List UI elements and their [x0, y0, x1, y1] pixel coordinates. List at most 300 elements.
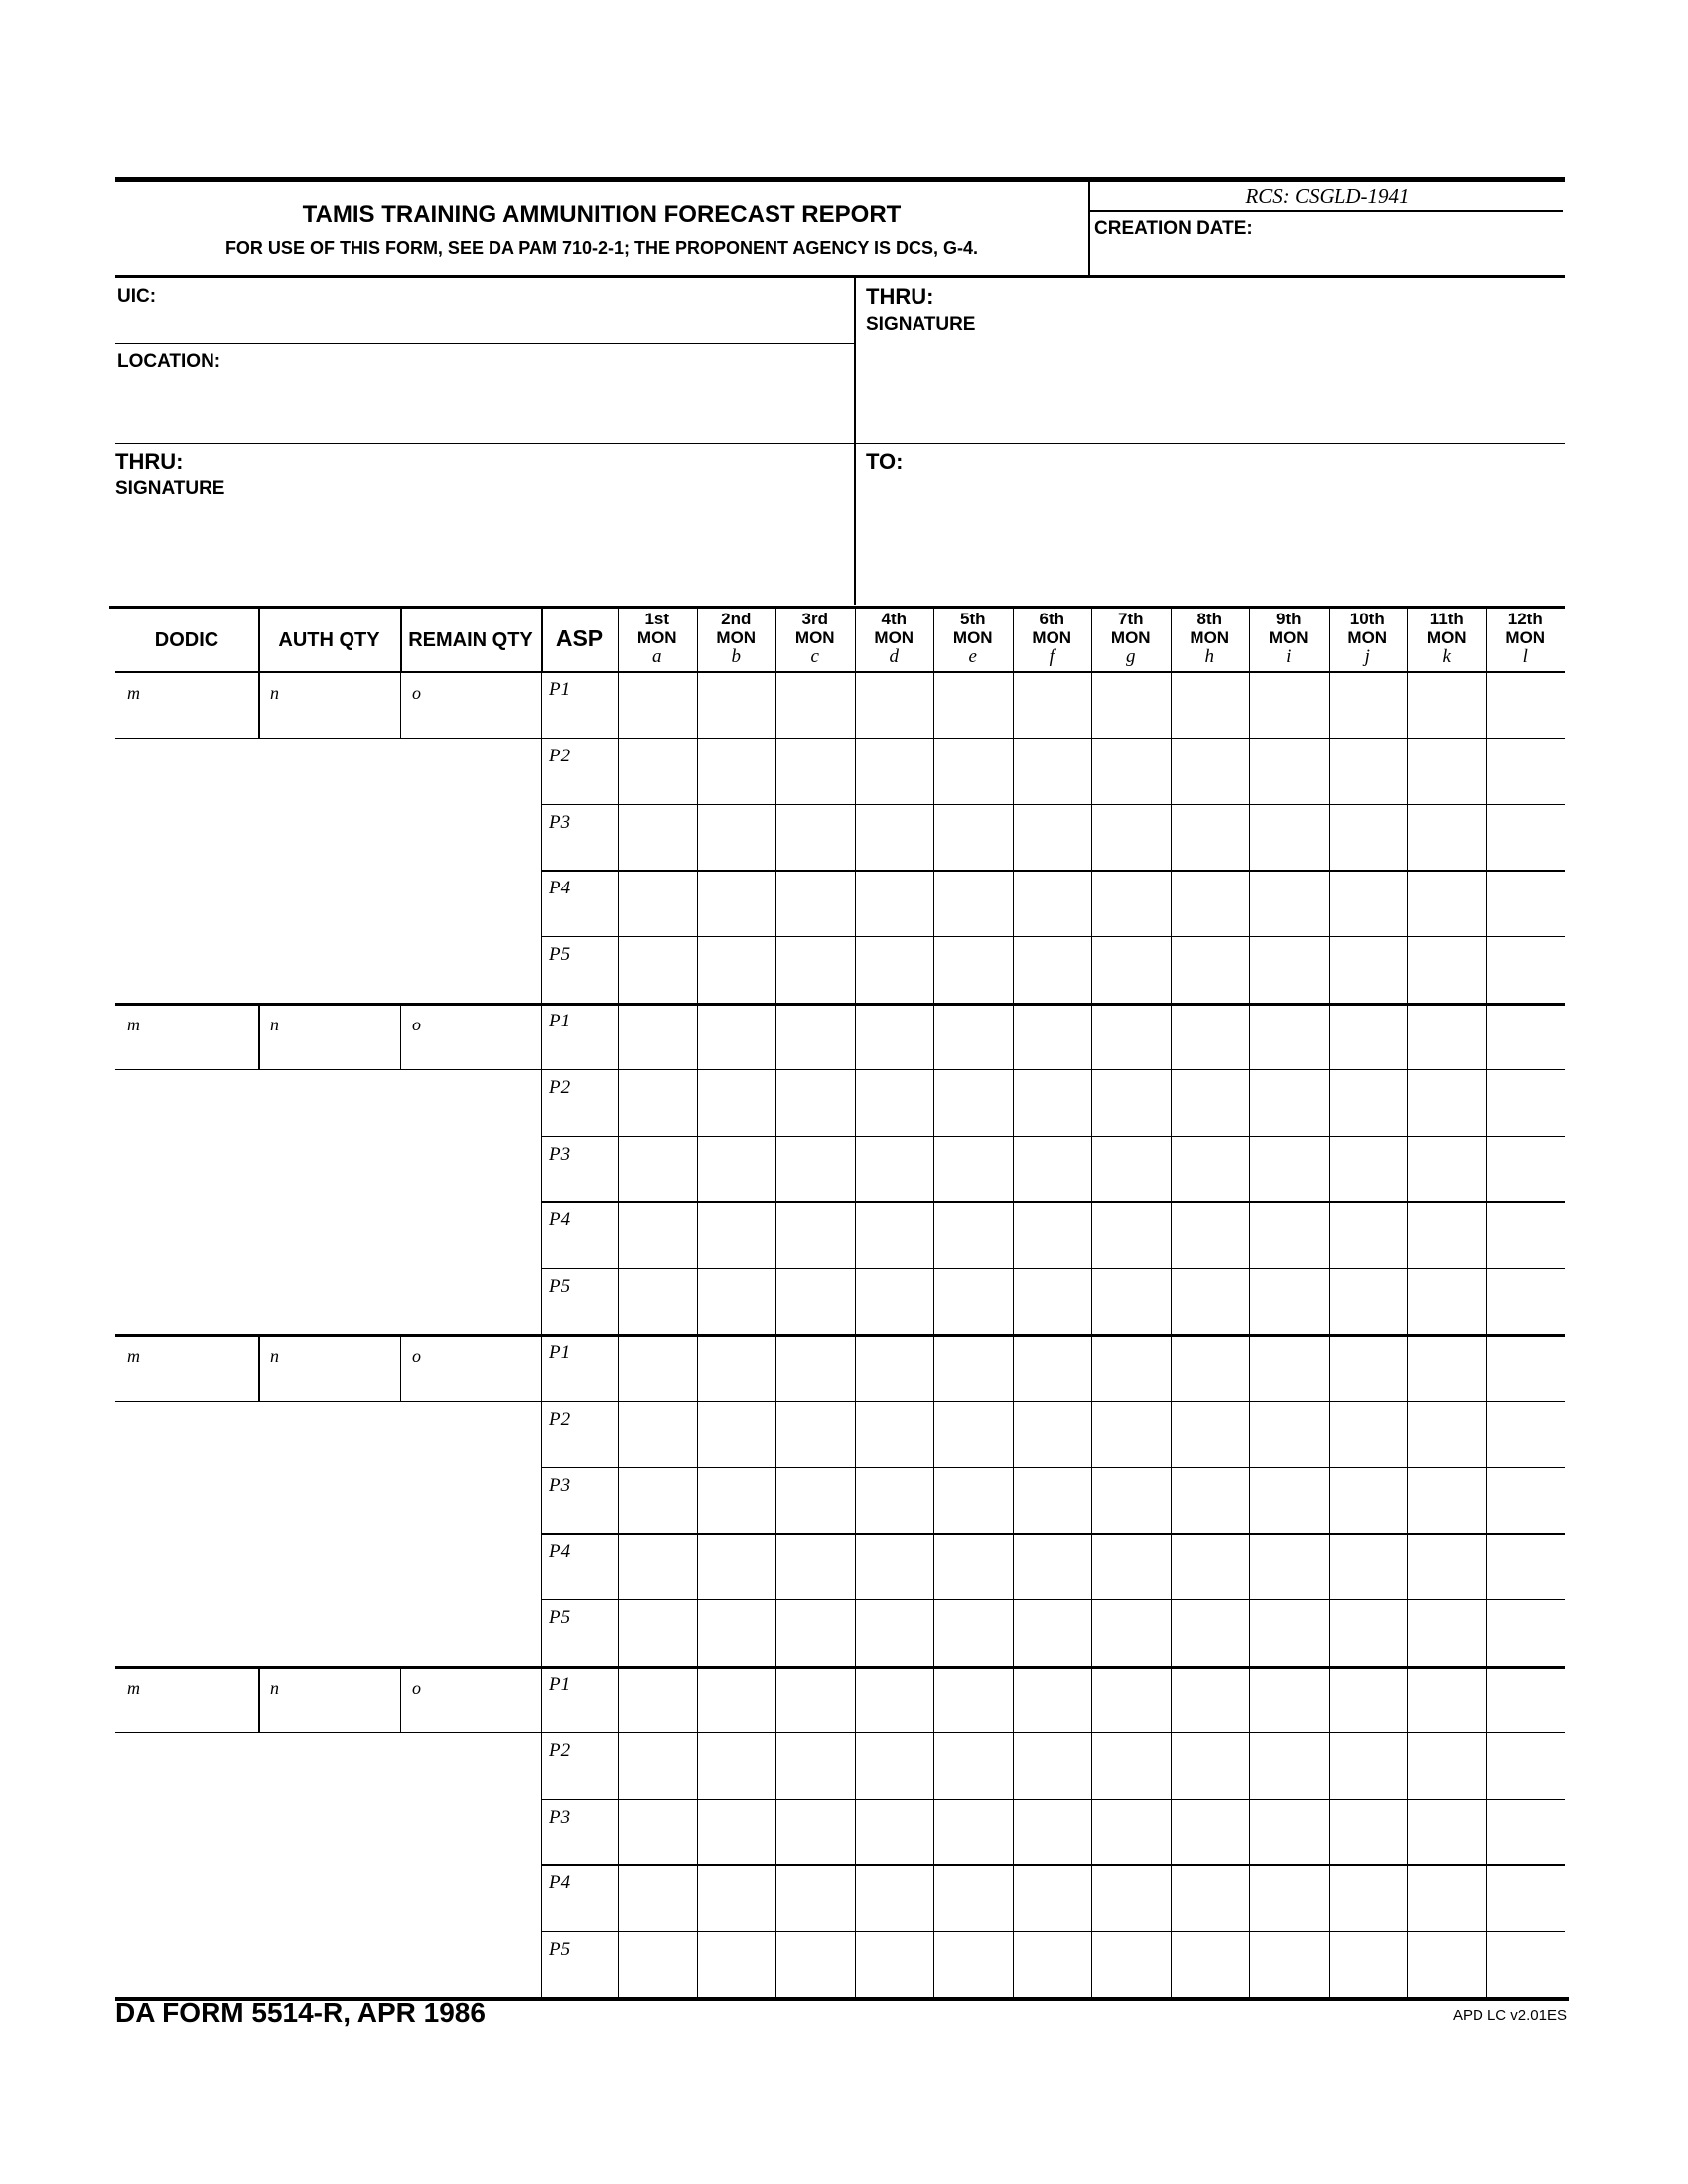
forecast-cell[interactable]	[1091, 1533, 1171, 1599]
forecast-cell[interactable]	[697, 1201, 776, 1268]
uic-label: UIC:	[117, 286, 157, 307]
forecast-cell[interactable]	[775, 1599, 855, 1666]
forecast-cell[interactable]	[1249, 1201, 1329, 1268]
forecast-cell[interactable]	[1407, 1467, 1486, 1534]
forecast-cell[interactable]	[1013, 1533, 1092, 1599]
forecast-cell[interactable]	[855, 1666, 934, 1732]
forecast-cell[interactable]	[697, 1666, 776, 1732]
forecast-cell[interactable]	[1329, 671, 1408, 738]
forecast-cell[interactable]	[1329, 1334, 1408, 1401]
forecast-cell[interactable]	[697, 1467, 776, 1534]
forecast-cell[interactable]	[933, 1864, 1013, 1931]
forecast-cell[interactable]	[697, 804, 776, 871]
forecast-cell[interactable]	[1013, 1799, 1092, 1865]
month-header-num: 9th	[1276, 610, 1302, 628]
month-header-mon: MON	[874, 628, 914, 647]
forecast-cell[interactable]	[855, 1467, 934, 1534]
forecast-cell[interactable]	[933, 870, 1013, 936]
month-header-letter: i	[1286, 646, 1292, 667]
forecast-cell[interactable]	[1407, 1201, 1486, 1268]
asp-priority-label: P2	[549, 1408, 571, 1430]
forecast-cell[interactable]	[775, 1666, 855, 1732]
forecast-cell[interactable]	[618, 1467, 697, 1534]
asp-priority-label: P2	[549, 1739, 571, 1761]
forecast-cell[interactable]	[697, 738, 776, 804]
forecast-cell[interactable]	[1091, 1268, 1171, 1334]
forecast-cell[interactable]	[697, 1401, 776, 1467]
location-label: LOCATION:	[117, 351, 221, 372]
forecast-cell[interactable]	[1091, 738, 1171, 804]
forecast-cell[interactable]	[618, 1003, 697, 1069]
forecast-cell[interactable]	[1249, 804, 1329, 871]
forecast-cell[interactable]	[1486, 1003, 1566, 1069]
creation-date-field[interactable]	[1261, 214, 1559, 270]
forecast-cell[interactable]	[775, 1201, 855, 1268]
forecast-cell[interactable]	[775, 671, 855, 738]
month-col-divider	[618, 671, 619, 1997]
forecast-cell[interactable]	[855, 1732, 934, 1799]
forecast-cell[interactable]	[697, 870, 776, 936]
forecast-cell[interactable]	[1329, 1136, 1408, 1202]
forecast-cell[interactable]	[697, 1931, 776, 1997]
forecast-cell[interactable]	[933, 1136, 1013, 1202]
forecast-cell[interactable]	[1329, 1069, 1408, 1136]
forecast-cell[interactable]	[933, 671, 1013, 738]
forecast-cell[interactable]	[618, 1201, 697, 1268]
forecast-cell[interactable]	[855, 1334, 934, 1401]
forecast-cell[interactable]	[1171, 1533, 1250, 1599]
month-header-num: 1st	[644, 610, 670, 628]
forecast-cell[interactable]	[855, 1003, 934, 1069]
forecast-cell[interactable]	[1407, 1334, 1486, 1401]
forecast-cell[interactable]	[1171, 1931, 1250, 1997]
forecast-cell[interactable]	[1249, 1799, 1329, 1865]
forecast-cell[interactable]	[1249, 1136, 1329, 1202]
group-remain-letter: o	[412, 1346, 421, 1366]
forecast-cell[interactable]	[855, 1599, 934, 1666]
forecast-cell[interactable]	[1486, 1799, 1566, 1865]
forecast-cell[interactable]	[1249, 1467, 1329, 1534]
forecast-cell[interactable]	[775, 1799, 855, 1865]
group-remain-cell[interactable]	[400, 671, 541, 738]
forecast-cell[interactable]	[1013, 1069, 1092, 1136]
forecast-cell[interactable]	[775, 1864, 855, 1931]
location-field[interactable]	[238, 347, 844, 439]
forecast-cell[interactable]	[1329, 1666, 1408, 1732]
forecast-cell[interactable]	[775, 1732, 855, 1799]
forecast-cell[interactable]	[1329, 870, 1408, 936]
forecast-cell[interactable]	[1171, 1069, 1250, 1136]
forecast-cell[interactable]	[1329, 1732, 1408, 1799]
forecast-cell[interactable]	[775, 1931, 855, 1997]
forecast-cell[interactable]	[618, 1799, 697, 1865]
forecast-cell[interactable]	[933, 1268, 1013, 1334]
forecast-cell[interactable]	[1091, 804, 1171, 871]
forecast-cell[interactable]	[697, 936, 776, 1003]
forecast-cell[interactable]	[1171, 1334, 1250, 1401]
forecast-cell[interactable]	[1091, 1334, 1171, 1401]
forecast-cell[interactable]	[1486, 1268, 1566, 1334]
to-field[interactable]	[860, 477, 1559, 600]
forecast-cell[interactable]	[855, 1069, 934, 1136]
forecast-cell[interactable]	[933, 738, 1013, 804]
month-header-mon: MON	[1032, 628, 1072, 647]
forecast-cell[interactable]	[697, 1799, 776, 1865]
forecast-cell[interactable]	[1171, 870, 1250, 936]
col-header-month-4	[855, 611, 934, 666]
group-auth-cell[interactable]	[258, 1003, 400, 1069]
forecast-cell[interactable]	[1329, 1799, 1408, 1865]
forecast-cell[interactable]	[933, 1467, 1013, 1534]
forecast-cell[interactable]	[775, 936, 855, 1003]
forecast-cell[interactable]	[1486, 1201, 1566, 1268]
forecast-cell[interactable]	[1091, 1599, 1171, 1666]
forecast-cell[interactable]	[855, 1268, 934, 1334]
forecast-cell[interactable]	[1249, 1401, 1329, 1467]
forecast-cell[interactable]	[1091, 1732, 1171, 1799]
forecast-cell[interactable]	[855, 870, 934, 936]
forecast-cell[interactable]	[1171, 1201, 1250, 1268]
forecast-cell[interactable]	[775, 804, 855, 871]
asp-priority-label: P5	[549, 1607, 571, 1629]
forecast-cell[interactable]	[1171, 738, 1250, 804]
header-bottom-rule	[115, 275, 1565, 278]
forecast-cell[interactable]	[1249, 1003, 1329, 1069]
forecast-cell[interactable]	[1249, 1864, 1329, 1931]
forecast-cell[interactable]	[1013, 1467, 1092, 1534]
group-dodic-letter: m	[127, 1346, 140, 1366]
forecast-cell[interactable]	[618, 1666, 697, 1732]
forecast-cell[interactable]	[1407, 1931, 1486, 1997]
group-dodic-cell[interactable]	[115, 671, 258, 738]
forecast-cell[interactable]	[1091, 1136, 1171, 1202]
forecast-cell[interactable]	[855, 671, 934, 738]
forecast-cell[interactable]	[855, 1533, 934, 1599]
forecast-cell[interactable]	[1171, 936, 1250, 1003]
asp-priority-label: P5	[549, 944, 571, 966]
forecast-cell[interactable]	[618, 1136, 697, 1202]
asp-priority-label: P4	[549, 1541, 571, 1563]
forecast-cell[interactable]	[1013, 1599, 1092, 1666]
forecast-cell[interactable]	[1407, 1136, 1486, 1202]
asp-priority-label: P3	[549, 1806, 571, 1828]
asp-priority-label: P2	[549, 1076, 571, 1098]
forecast-cell[interactable]	[1407, 1268, 1486, 1334]
forecast-cell[interactable]	[1013, 1003, 1092, 1069]
thru-left-signature-label: SIGNATURE	[115, 478, 225, 499]
group-info-rule	[115, 1732, 541, 1733]
forecast-cell[interactable]	[1249, 1069, 1329, 1136]
forecast-cell[interactable]	[1171, 804, 1250, 871]
month-header-letter: e	[968, 646, 977, 667]
month-header-mon: MON	[1110, 628, 1151, 647]
forecast-cell[interactable]	[1329, 1533, 1408, 1599]
forecast-cell[interactable]	[1091, 1467, 1171, 1534]
forecast-cell[interactable]	[1249, 870, 1329, 936]
forecast-cell[interactable]	[933, 804, 1013, 871]
forecast-cell[interactable]	[1249, 1666, 1329, 1732]
forecast-cell[interactable]	[1171, 1599, 1250, 1666]
forecast-cell[interactable]	[933, 1931, 1013, 1997]
forecast-cell[interactable]	[855, 738, 934, 804]
forecast-cell[interactable]	[618, 1533, 697, 1599]
forecast-cell[interactable]	[618, 1268, 697, 1334]
forecast-cell[interactable]	[1171, 671, 1250, 738]
forecast-cell[interactable]	[1249, 1599, 1329, 1666]
forecast-cell[interactable]	[1249, 1334, 1329, 1401]
forecast-cell[interactable]	[1249, 1931, 1329, 1997]
forecast-cell[interactable]	[1486, 1467, 1566, 1534]
forecast-cell[interactable]	[697, 1268, 776, 1334]
forecast-cell[interactable]	[618, 1401, 697, 1467]
forecast-cell[interactable]	[855, 1931, 934, 1997]
forecast-cell[interactable]	[933, 1732, 1013, 1799]
forecast-cell[interactable]	[1407, 1069, 1486, 1136]
forecast-cell[interactable]	[1171, 1136, 1250, 1202]
forecast-cell[interactable]	[1329, 1401, 1408, 1467]
forecast-cell[interactable]	[1171, 1003, 1250, 1069]
forecast-cell[interactable]	[1329, 1931, 1408, 1997]
forecast-cell[interactable]	[1013, 1864, 1092, 1931]
forecast-cell[interactable]	[1091, 1864, 1171, 1931]
forecast-cell[interactable]	[1171, 1732, 1250, 1799]
forecast-cell[interactable]	[1013, 671, 1092, 738]
forecast-cell[interactable]	[697, 1533, 776, 1599]
forecast-cell[interactable]	[1249, 1533, 1329, 1599]
forecast-cell[interactable]	[1407, 1599, 1486, 1666]
forecast-cell[interactable]	[1249, 671, 1329, 738]
forecast-cell[interactable]	[933, 1201, 1013, 1268]
forecast-cell[interactable]	[1013, 1931, 1092, 1997]
forecast-cell[interactable]	[1013, 1732, 1092, 1799]
forecast-cell[interactable]	[1486, 1401, 1566, 1467]
forecast-cell[interactable]	[1329, 1201, 1408, 1268]
forecast-cell[interactable]	[1091, 1931, 1171, 1997]
forecast-cell[interactable]	[697, 1599, 776, 1666]
forecast-cell[interactable]	[1171, 1864, 1250, 1931]
thru-left-label: THRU:	[115, 449, 184, 474]
forecast-cell[interactable]	[1013, 1136, 1092, 1202]
forecast-cell[interactable]	[933, 1334, 1013, 1401]
forecast-cell[interactable]	[1013, 1334, 1092, 1401]
forecast-cell[interactable]	[775, 738, 855, 804]
forecast-cell[interactable]	[1013, 738, 1092, 804]
group-dodic-cell[interactable]	[115, 1334, 258, 1401]
forecast-cell[interactable]	[1329, 738, 1408, 804]
forecast-cell[interactable]	[1249, 936, 1329, 1003]
group-auth-cell[interactable]	[258, 1334, 400, 1401]
forecast-cell[interactable]	[1407, 1003, 1486, 1069]
forecast-cell[interactable]	[1013, 870, 1092, 936]
month-col-divider	[1486, 671, 1487, 1997]
forecast-cell[interactable]	[1013, 1201, 1092, 1268]
forecast-cell[interactable]	[618, 1864, 697, 1931]
forecast-cell[interactable]	[1329, 936, 1408, 1003]
forecast-cell[interactable]	[775, 1268, 855, 1334]
forecast-cell[interactable]	[697, 1732, 776, 1799]
forecast-cell[interactable]	[1091, 936, 1171, 1003]
forecast-cell[interactable]	[1091, 1003, 1171, 1069]
forecast-cell[interactable]	[697, 1136, 776, 1202]
forecast-cell[interactable]	[1486, 1732, 1566, 1799]
group-dodic-cell[interactable]	[115, 1666, 258, 1732]
month-header-letter: h	[1204, 646, 1214, 667]
forecast-cell[interactable]	[1407, 671, 1486, 738]
col-header-month-6	[1013, 611, 1092, 666]
forecast-cell[interactable]	[933, 1401, 1013, 1467]
forecast-cell[interactable]	[697, 1864, 776, 1931]
forecast-cell[interactable]	[855, 1201, 934, 1268]
month-header-mon: MON	[1190, 628, 1230, 647]
forecast-cell[interactable]	[775, 1003, 855, 1069]
thru-right-signature-field[interactable]	[860, 338, 1559, 437]
uic-field[interactable]	[169, 282, 844, 341]
forecast-cell[interactable]	[855, 804, 934, 871]
forecast-cell[interactable]	[855, 1799, 934, 1865]
forecast-cell[interactable]	[1407, 1864, 1486, 1931]
forecast-cell[interactable]	[1013, 1268, 1092, 1334]
forecast-cell[interactable]	[1249, 1268, 1329, 1334]
group-dodic-cell[interactable]	[115, 1003, 258, 1069]
forecast-cell[interactable]	[1486, 671, 1566, 738]
group-remain-letter: o	[412, 1678, 421, 1698]
forecast-cell[interactable]	[1486, 804, 1566, 871]
forecast-cell[interactable]	[933, 1599, 1013, 1666]
forecast-cell[interactable]	[1171, 1467, 1250, 1534]
forecast-cell[interactable]	[1171, 1268, 1250, 1334]
forecast-cell[interactable]	[855, 1864, 934, 1931]
group-remain-cell[interactable]	[400, 1334, 541, 1401]
forecast-cell[interactable]	[1249, 738, 1329, 804]
group-auth-cell[interactable]	[258, 1666, 400, 1732]
forecast-cell[interactable]	[618, 671, 697, 738]
forecast-cell[interactable]	[1407, 804, 1486, 871]
forecast-cell[interactable]	[1407, 1666, 1486, 1732]
forecast-cell[interactable]	[1407, 1401, 1486, 1467]
forecast-cell[interactable]	[1329, 1268, 1408, 1334]
forecast-cell[interactable]	[933, 1533, 1013, 1599]
forecast-cell[interactable]	[1091, 1201, 1171, 1268]
group-dodic-letter: m	[127, 683, 140, 703]
forecast-cell[interactable]	[1171, 1666, 1250, 1732]
forecast-cell[interactable]	[1486, 870, 1566, 936]
forecast-cell[interactable]	[1329, 1003, 1408, 1069]
forecast-cell[interactable]	[1013, 936, 1092, 1003]
group-remain-cell[interactable]	[400, 1666, 541, 1732]
forecast-cell[interactable]	[1407, 936, 1486, 1003]
forecast-cell[interactable]	[933, 936, 1013, 1003]
forecast-cell[interactable]	[933, 1666, 1013, 1732]
forecast-cell[interactable]	[1171, 1401, 1250, 1467]
forecast-cell[interactable]	[933, 1003, 1013, 1069]
forecast-cell[interactable]	[933, 1799, 1013, 1865]
forecast-cell[interactable]	[697, 1003, 776, 1069]
group-remain-cell[interactable]	[400, 1003, 541, 1069]
forecast-cell[interactable]	[1249, 1732, 1329, 1799]
forecast-cell[interactable]	[618, 1931, 697, 1997]
forecast-cell[interactable]	[775, 870, 855, 936]
month-header-mon: MON	[952, 628, 993, 647]
forecast-cell[interactable]	[618, 1599, 697, 1666]
forecast-cell[interactable]	[1091, 870, 1171, 936]
creation-date-label: CREATION DATE:	[1094, 218, 1253, 239]
forecast-cell[interactable]	[775, 1401, 855, 1467]
forecast-cell[interactable]	[1013, 804, 1092, 871]
forecast-cell[interactable]	[1091, 1799, 1171, 1865]
forecast-cell[interactable]	[933, 1069, 1013, 1136]
forecast-cell[interactable]	[697, 671, 776, 738]
forecast-cell[interactable]	[1329, 1599, 1408, 1666]
forecast-cell[interactable]	[618, 870, 697, 936]
forecast-cell[interactable]	[1486, 1931, 1566, 1997]
forecast-cell[interactable]	[775, 1069, 855, 1136]
to-label: TO:	[866, 449, 904, 474]
group-auth-cell[interactable]	[258, 671, 400, 738]
forecast-cell[interactable]	[1329, 804, 1408, 871]
forecast-cell[interactable]	[618, 1069, 697, 1136]
forecast-cell[interactable]	[697, 1069, 776, 1136]
forecast-cell[interactable]	[697, 1334, 776, 1401]
month-col-divider	[775, 671, 776, 1997]
forecast-cell[interactable]	[1486, 1069, 1566, 1136]
asp-priority-label: P1	[549, 1342, 571, 1363]
forecast-cell[interactable]	[1407, 1732, 1486, 1799]
form-subtitle: FOR USE OF THIS FORM, SEE DA PAM 710-2-1; THE PROPONENT AGENCY IS DCS, G-4.	[224, 238, 979, 258]
forecast-cell[interactable]	[1091, 1401, 1171, 1467]
forecast-cell[interactable]	[1486, 738, 1566, 804]
forecast-cell[interactable]	[618, 1732, 697, 1799]
forecast-cell[interactable]	[1407, 1799, 1486, 1865]
thru-left-signature-field[interactable]	[115, 502, 850, 600]
forecast-cell[interactable]	[855, 936, 934, 1003]
month-header-num: 6th	[1039, 610, 1064, 628]
forecast-cell[interactable]	[618, 738, 697, 804]
col-header-asp: ASP	[555, 625, 604, 651]
forecast-cell[interactable]	[1013, 1401, 1092, 1467]
forecast-cell[interactable]	[775, 1533, 855, 1599]
forecast-cell[interactable]	[1486, 1533, 1566, 1599]
forecast-cell[interactable]	[1013, 1666, 1092, 1732]
asp-priority-label: P5	[549, 1939, 571, 1961]
forecast-cell[interactable]	[1329, 1864, 1408, 1931]
forecast-cell[interactable]	[855, 1401, 934, 1467]
forecast-cell[interactable]	[1486, 1666, 1566, 1732]
forecast-cell[interactable]	[618, 936, 697, 1003]
forecast-cell[interactable]	[775, 1334, 855, 1401]
forecast-cell[interactable]	[1486, 1334, 1566, 1401]
month-col-divider	[855, 671, 856, 1997]
forecast-cell[interactable]	[855, 1136, 934, 1202]
forecast-cell[interactable]	[1171, 1799, 1250, 1865]
forecast-cell[interactable]	[1091, 1666, 1171, 1732]
forecast-cell[interactable]	[1407, 738, 1486, 804]
forecast-cell[interactable]	[1091, 671, 1171, 738]
forecast-cell[interactable]	[1329, 1467, 1408, 1534]
forecast-cell[interactable]	[1407, 1533, 1486, 1599]
forecast-cell[interactable]	[1486, 1864, 1566, 1931]
forecast-cell[interactable]	[1486, 1136, 1566, 1202]
forecast-cell[interactable]	[775, 1467, 855, 1534]
forecast-cell[interactable]	[1407, 870, 1486, 936]
forecast-cell[interactable]	[1486, 936, 1566, 1003]
forecast-cell[interactable]	[618, 1334, 697, 1401]
group-remain-letter: o	[412, 683, 421, 703]
forecast-cell[interactable]	[618, 804, 697, 871]
forecast-cell[interactable]	[1486, 1599, 1566, 1666]
forecast-cell[interactable]	[775, 1136, 855, 1202]
forecast-cell[interactable]	[1091, 1069, 1171, 1136]
group-info-rule	[115, 1401, 541, 1402]
